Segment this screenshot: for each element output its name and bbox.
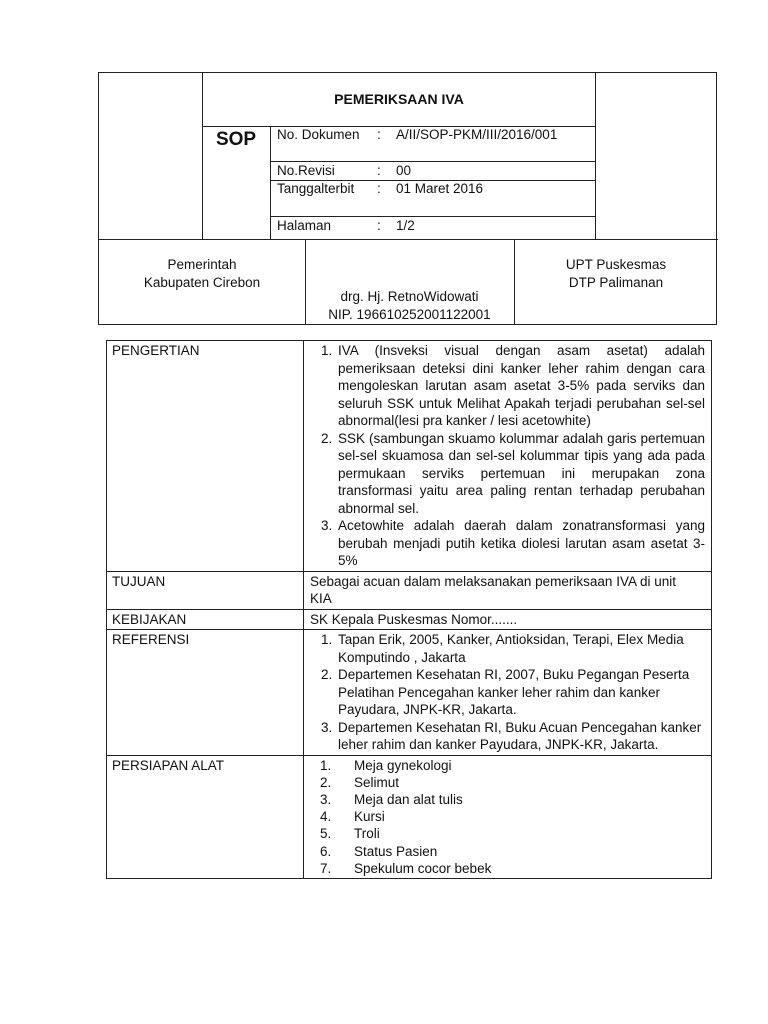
- item-text: Troli: [354, 826, 380, 842]
- item-text: Selimut: [354, 774, 400, 790]
- divider: [270, 216, 595, 217]
- persiapan-list: [310, 757, 705, 877]
- signer-name: drg. Hj. RetnoWidowati: [340, 289, 479, 304]
- item-text: Spekulum cocor bebek: [354, 860, 492, 876]
- list-item: [310, 825, 705, 842]
- page-label: Halaman: [277, 218, 332, 233]
- row-content: SK Kepala Puskesmas Nomor.......: [310, 611, 518, 627]
- list-item: [310, 808, 705, 825]
- item-number: 5.: [320, 826, 332, 842]
- item-text: Kursi: [354, 809, 385, 825]
- list-item: [310, 860, 705, 877]
- list-item: 1. Tapan Erik, 2005, Kanker, Antioksidan, Terapi, Elex Media Komputindo , Jakarta: [336, 631, 705, 666]
- revision-value: 00: [396, 163, 412, 178]
- referensi-list: [310, 631, 705, 754]
- list-item: 3. Departemen Kesehatan RI, Buku Acuan Pencegahan kanker leher rahim dan kanker Payudara, JNPK-KR, Jakarta.: [336, 719, 705, 754]
- left-org-line1: Pemerintah: [167, 257, 237, 272]
- left-org-line2: Kabupaten Cirebon: [143, 275, 261, 290]
- item-number: 7.: [320, 860, 332, 876]
- sop-label: SOP: [215, 129, 257, 150]
- divider: [595, 73, 596, 239]
- divider: [270, 126, 271, 239]
- table-row: [107, 756, 711, 878]
- list-item: [310, 791, 705, 808]
- row-content: [304, 341, 711, 571]
- item-number: 1.: [320, 757, 332, 773]
- doc-number-label: No. Dokumen: [277, 127, 360, 142]
- right-organization: [514, 256, 718, 292]
- row-label: KEBIJAKAN: [107, 610, 304, 630]
- item-number: 4.: [320, 809, 332, 825]
- list-item: 2. Departemen Kesehatan RI, 2007, Buku Pegangan Peserta Pelatihan Pencegahan kanker leher rahim dan kanker Payudara, JNPK-KR, Jakarta.: [336, 666, 705, 719]
- row-content: [304, 630, 711, 755]
- pengertian-list: [310, 342, 705, 570]
- item-number: 6.: [320, 843, 332, 859]
- list-item: 3. Acetowhite adalah daerah dalam zonatransformasi yang berubah menjadi putih ketika diolesi larutan asam asetat 3-5%: [336, 517, 705, 570]
- table-row: [107, 610, 711, 631]
- divider: [99, 239, 718, 240]
- row-content: [304, 756, 711, 878]
- date-label: Tanggalterbit: [277, 181, 355, 196]
- doc-number-value: A/II/SOP-PKM/III/2016/001: [396, 127, 558, 142]
- row-label: TUJUAN: [107, 572, 304, 609]
- list-item: [310, 774, 705, 791]
- page-colon: :: [377, 218, 381, 233]
- sop-content-table: [106, 340, 712, 879]
- left-organization: [99, 256, 305, 292]
- list-item: 2. SSK (sambungan skuamo kolummar adalah garis pertemuan sel-sel skuamosa dan sel-sel kolummar tipis yang ada pada permukaan serviks pertemuan ini merupakan zona transformasi yaitu area paling rentan terhadap perubahan abnormal sel.: [336, 430, 705, 518]
- item-number: 3.: [320, 791, 332, 807]
- page-title: PEMERIKSAAN IVA: [334, 91, 464, 107]
- doc-number-colon: :: [377, 127, 381, 142]
- revision-label: No.Revisi: [277, 163, 335, 178]
- row-label: PERSIAPAN ALAT: [107, 756, 304, 878]
- item-number: 2.: [320, 774, 332, 790]
- signer-nip: NIP. 196610252001122001: [328, 307, 491, 322]
- revision-colon: :: [377, 163, 381, 178]
- table-row: [107, 572, 711, 610]
- right-org-line1: UPT Puskesmas: [565, 257, 667, 272]
- table-row: [107, 630, 711, 756]
- divider: [270, 161, 595, 162]
- list-item: 1. IVA (Insveksi visual dengan asam asetat) adalah pemeriksaan deteksi dini kanker leher rahim dengan cara mengoleskan larutan asam asetat 3-5% pada serviks dan seluruh SSK untuk Melihat Apakah terjadi perubahan sel-sel abnormal(lesi pra kanker / lesi acetowhite): [336, 342, 705, 430]
- signer-block: [305, 288, 514, 324]
- item-text: Meja gynekologi: [354, 757, 452, 773]
- item-text: Meja dan alat tulis: [354, 791, 463, 807]
- row-content: Sebagai acuan dalam melaksanakan pemeriksaan IVA di unit KIA: [310, 573, 676, 606]
- page-value: 1/2: [396, 218, 415, 233]
- right-org-line2: DTP Palimanan: [568, 275, 664, 290]
- date-colon: :: [377, 181, 381, 196]
- header-box: [98, 72, 717, 325]
- date-value: 01 Maret 2016: [396, 181, 484, 196]
- list-item: [310, 843, 705, 860]
- list-item: [310, 757, 705, 774]
- table-row: [107, 341, 711, 572]
- row-label: REFERENSI: [107, 630, 304, 755]
- item-text: Status Pasien: [354, 843, 438, 859]
- row-label: PENGERTIAN: [107, 341, 304, 571]
